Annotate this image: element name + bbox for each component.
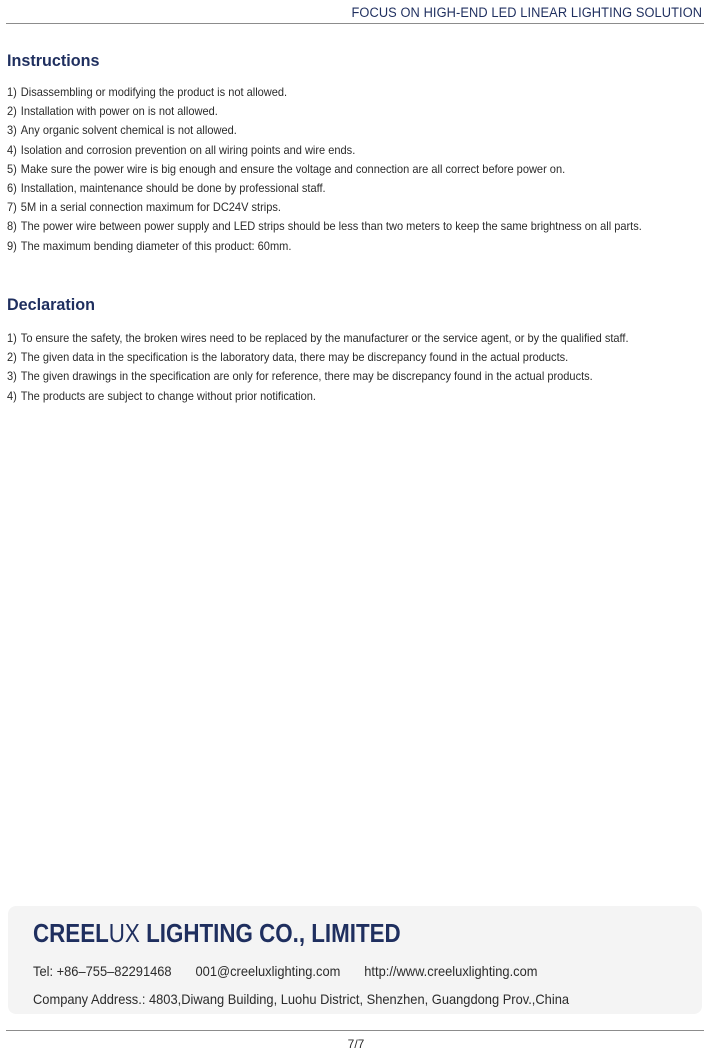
list-item [7,387,629,406]
item-text: Installation with power on is not allowed. [20,104,218,119]
list-item [7,179,642,198]
header-tagline: FOCUS ON HIGH-END LED LINEAR LIGHTING SOLUTION [351,5,702,20]
item-number: 3) [7,369,17,384]
declaration-list [7,329,683,406]
item-text: The given drawings in the specification are only for reference, there may be discrepancy found in the actual products. [20,369,593,384]
item-text: To ensure the safety, the broken wires need to be replaced by the manufacturer or the service agent, or by the qualified staff. [20,331,629,345]
phone-number: Tel: +86–755–82291468 [33,963,172,979]
item-number: 1) [7,85,17,99]
instructions-heading: Instructions [7,51,100,70]
company-name-accent: UX [108,918,140,948]
item-number: 8) [7,219,17,234]
list-item [7,367,629,386]
list-item [7,217,642,236]
item-number: 2) [7,104,17,119]
item-text: Any organic solvent chemical is not allowed. [20,123,237,138]
list-item [7,141,642,160]
page-number: 7/7 [347,1037,365,1051]
list-item [7,83,642,102]
item-number: 4) [7,388,17,403]
item-number: 5) [7,161,17,176]
list-item [7,160,642,179]
item-text: 5M in a serial connection maximum for DC24V strips. [20,200,281,215]
item-number: 4) [7,142,17,157]
email-link[interactable]: 001@creeluxlighting.com [195,963,341,979]
item-number: 7) [7,200,17,215]
company-name-part: CREEL [33,918,109,948]
contact-info [33,963,561,979]
company-name [33,918,401,949]
item-text: The power wire between power supply and LED strips should be less than two meters to keep the same brightness on all parts. [20,219,642,234]
footer-divider [6,1030,704,1031]
header-divider [6,23,704,24]
list-item [7,198,642,217]
instructions-list [7,83,697,256]
item-text: The given data in the specification is the laboratory data, there may be discrepancy found in the actual products. [20,350,569,365]
item-text: Installation, maintenance should be done by professional staff. [20,180,326,195]
item-text: Make sure the power wire is big enough and ensure the voltage and connection are all correct before power on. [20,161,566,176]
list-item [7,348,629,367]
company-name-part: LIGHTING CO., LIMITED [139,918,401,948]
item-number: 3) [7,123,17,138]
list-item [7,121,642,140]
item-text: The maximum bending diameter of this product: 60mm. [20,238,292,253]
item-text: Disassembling or modifying the product is not allowed. [20,85,288,99]
company-address: Company Address.: 4803,Diwang Building, Luohu District, Shenzhen, Guangdong Prov.,China [33,991,570,1007]
list-item [7,237,642,256]
company-footer-card [8,906,702,1014]
page-header [0,0,712,24]
list-item [7,329,629,348]
item-text: The products are subject to change without prior notification. [20,388,316,403]
website-link[interactable]: http://www.creeluxlighting.com [364,963,538,979]
item-number: 1) [7,331,17,345]
declaration-heading: Declaration [7,295,95,314]
item-number: 9) [7,238,17,253]
list-item [7,102,642,121]
item-number: 2) [7,350,17,365]
item-number: 6) [7,180,17,195]
item-text: Isolation and corrosion prevention on all wiring points and wire ends. [20,142,356,157]
